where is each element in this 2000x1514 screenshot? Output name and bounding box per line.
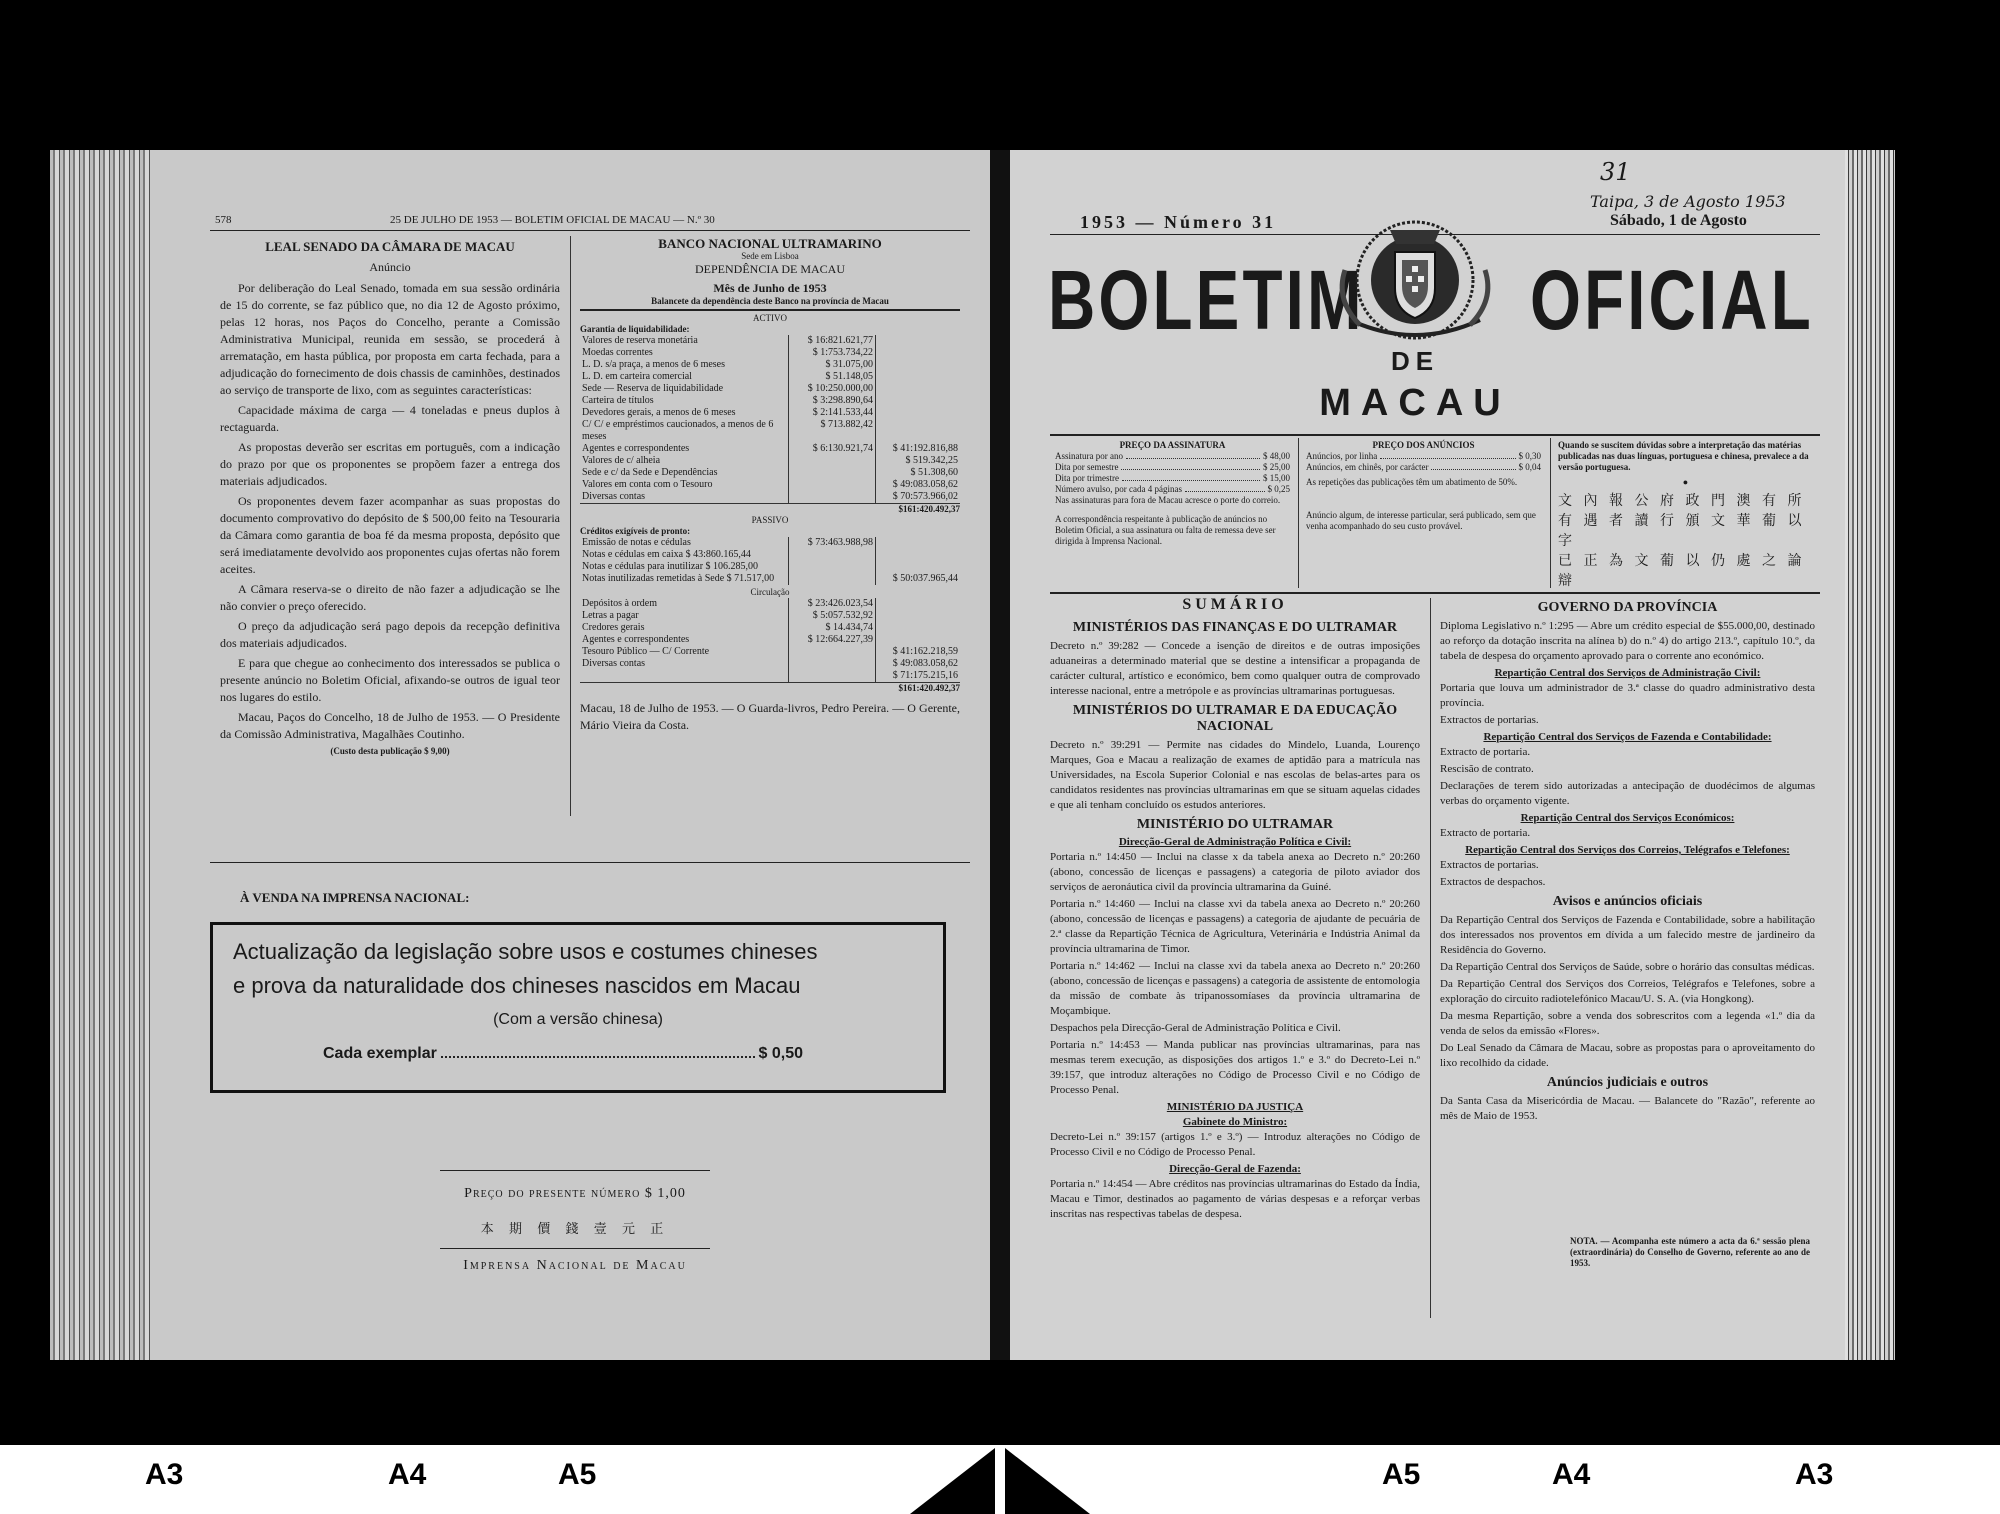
- ad-line-3: (Com a versão chinesa): [493, 1011, 663, 1028]
- table-cell: Moedas correntes: [582, 347, 653, 358]
- film-mark: A3: [1795, 1458, 1834, 1491]
- sumario-entry: Decreto-Lei n.º 39:157 (artigos 1.º e 3.º) — Introduz alterações no Código de Processo Civil e no Código de Processo Penal.: [1050, 1131, 1420, 1158]
- table-cell: $ 51.308,60: [876, 467, 961, 479]
- assinatura-note-2: A correspondência respeitante à publicação de anúncios no Boletim Oficial, a sua assinatura ou falta de remessa deve ser dirigida à Imprensa Nacional.: [1055, 514, 1276, 546]
- table-cell: Letras a pagar: [582, 610, 639, 621]
- table-cell: Credores gerais: [582, 622, 645, 633]
- table-row: [580, 573, 960, 585]
- sumario-heading: MINISTÉRIOS DAS FINANÇAS E DO ULTRAMAR: [1072, 620, 1398, 635]
- sumario-divider: [1430, 598, 1431, 1318]
- banco-dependencia: DEPENDÊNCIA DE MACAU: [695, 262, 845, 276]
- book-gutter: [990, 150, 1010, 1360]
- film-mark: A5: [558, 1458, 597, 1491]
- paragraph: Capacidade máxima de carga — 4 toneladas e pneus duplos à rectaguarda.: [220, 403, 560, 434]
- table-cell: [789, 467, 876, 479]
- footer-rule-mid: [440, 1248, 710, 1249]
- paragraph: As propostas deverão ser escritas em português, com a indicação do prazo por que os proponentes se propõem fazer a entrega dos materiais adjudicados.: [220, 440, 560, 488]
- table-cell: $ 12:664.227,39: [789, 634, 876, 646]
- masthead-macau: MACAU: [1319, 382, 1511, 424]
- assinatura-title: PREÇO DA ASSINATURA: [1119, 440, 1226, 450]
- table-cell: $ 51.148,05: [789, 371, 876, 383]
- price-leader: [1431, 462, 1515, 470]
- notice-chinese-1: 文 內 報 公 府 政 門 澳 有 所: [1558, 494, 1806, 509]
- sumario-entry: Extracto de portaria.: [1440, 746, 1531, 758]
- table-row: [580, 491, 960, 503]
- table-cell: [789, 658, 876, 670]
- table-cell: [876, 561, 961, 573]
- table-cell: [789, 670, 876, 682]
- notice-text: Quando se suscitem dúvidas sobre a interpretação das matérias publicadas nas duas línguas, portuguesa e chinesa, prevalece a da versão portuguesa.: [1558, 440, 1809, 472]
- table-row: [580, 467, 960, 479]
- sumario-heading: Repartição Central dos Serviços de Fazenda e Contabilidade:: [1483, 731, 1772, 743]
- table-cell: Notas e cédulas em caixa $ 43:860.165,44: [582, 549, 751, 560]
- price-leader: [1380, 451, 1515, 459]
- table-cell: [876, 634, 961, 646]
- sumario-heading: Avisos e anúncios oficiais: [1552, 894, 1703, 909]
- sumario-heading: Direcção-Geral de Fazenda:: [1169, 1163, 1301, 1175]
- price-leader: [1185, 484, 1265, 492]
- table-cell: Notas inutilizadas remetidas à Sede $ 71.517,00: [582, 573, 775, 584]
- table-row: [580, 407, 960, 419]
- film-mark: A4: [388, 1458, 427, 1491]
- sumario-heading: MINISTÉRIOS DO ULTRAMAR E DA EDUCAÇÃO NACIONAL: [1072, 703, 1398, 734]
- price-label: Número avulso, por cada 4 páginas: [1055, 484, 1182, 494]
- masthead-de: DE: [1390, 346, 1440, 376]
- leal-senado-title: LEAL SENADO DA CÂMARA DE MACAU: [265, 239, 515, 254]
- table-cell: [876, 622, 961, 634]
- table-row: [580, 359, 960, 371]
- table-cell: $ 23:426.023,54: [789, 598, 876, 610]
- center-arrow-icon: [910, 1448, 1090, 1514]
- activo-table: [580, 335, 960, 503]
- ad-price-label: Cada exemplar: [323, 1045, 437, 1062]
- table-row: [580, 622, 960, 634]
- price-row: [1055, 451, 1290, 462]
- book-edge-left: [50, 150, 150, 1360]
- table-cell: [789, 646, 876, 658]
- table-cell: [876, 359, 961, 371]
- table-cell: Valores de reserva monetária: [582, 335, 698, 346]
- table-cell: $ 41:192.816,88: [876, 443, 961, 455]
- table-cell: [580, 670, 789, 682]
- table-row: [580, 443, 960, 455]
- table-cell: $ 71:175.215,16: [876, 670, 961, 682]
- table-row: [580, 395, 960, 407]
- passivo-total: $161:420.492,37: [580, 682, 960, 694]
- table-row: [580, 371, 960, 383]
- sumario-entry: Da Repartição Central dos Serviços de Saúde, sobre o horário das consultas médicas.: [1440, 961, 1815, 973]
- table-cell: C/ C/ e empréstimos caucionados, a menos de 6 meses: [582, 419, 774, 442]
- banco-month: Mês de Junho de 1953: [713, 281, 827, 295]
- sumario-heading: GOVERNO DA PROVÍNCIA: [1537, 600, 1718, 615]
- table-cell: Carteira de títulos: [582, 395, 654, 406]
- ad-line-1: Actualização da legislação sobre usos e costumes chineses: [233, 939, 818, 964]
- table-cell: $ 3:298.890,64: [789, 395, 876, 407]
- table-cell: [789, 573, 876, 585]
- sumario-entry: Decreto n.º 39:291 — Permite nas cidades do Mindelo, Luanda, Lourenço Marques, Goa e Macau a realização de exames de aptidão para a matrícula nas Universidades, na Escola Superior Colonial e nas escolas de belas-artes para os candidatos residentes nas províncias ultramarinas em que se situam aquelas cidades e que ali tenham concluído os estudos anteriores.: [1050, 739, 1420, 811]
- table-cell: Tesouro Público — C/ Corrente: [582, 646, 710, 657]
- banco-balancete: Balancete da dependência deste Banco na província de Macau: [580, 296, 960, 311]
- sumario-heading: Direcção-Geral de Administração Política e Civil:: [1118, 836, 1352, 848]
- price-value: $ 25,00: [1263, 462, 1290, 472]
- leal-senado-subtitle: Anúncio: [369, 260, 411, 274]
- banco-column: [580, 236, 960, 734]
- sumario-heading: MINISTÉRIO DA JUSTIÇA: [1166, 1101, 1304, 1113]
- passivo-table: [580, 537, 960, 585]
- sumario-entry: Rescisão de contrato.: [1440, 763, 1534, 775]
- table-row: [580, 610, 960, 622]
- table-cell: $ 41:162.218,59: [876, 646, 961, 658]
- table-cell: [876, 335, 961, 347]
- table-cell: Valores de c/ alheia: [582, 455, 661, 466]
- sumario-entry: Da Repartição Central dos Serviços dos Correios, Telégrafos e Telefones, sobre a exploração do circuito radiotelefónico Macau/U. S. A. (via Hongkong).: [1440, 978, 1815, 1005]
- film-mark: A5: [1382, 1458, 1421, 1491]
- table-cell: Devedores gerais, a menos de 6 meses: [582, 407, 736, 418]
- table-cell: $ 31.075,00: [789, 359, 876, 371]
- table-cell: $ 519.342,25: [876, 455, 961, 467]
- price-label: Dita por semestre: [1055, 462, 1119, 472]
- sumario-heading: Repartição Central dos Serviços de Administração Civil:: [1494, 667, 1761, 679]
- table-cell: [789, 455, 876, 467]
- table-cell: [789, 479, 876, 491]
- paragraph: A Câmara reserva-se o direito de não fazer a adjudicação se lhe não convier o preço oferecido.: [220, 582, 560, 613]
- anuncios-title: PREÇO DOS ANÚNCIOS: [1372, 440, 1475, 450]
- sumario-entry: Extractos de portarias.: [1440, 859, 1539, 871]
- table-row: [580, 479, 960, 491]
- right-page: [1010, 150, 1845, 1360]
- notice-chinese-3: 已 正 為 文 葡 以 仍 處 之 論 辯: [1558, 554, 1806, 589]
- table-cell: Notas e cédulas para inutilizar $ 106.285,00: [582, 561, 759, 572]
- table-cell: [789, 549, 876, 561]
- sumario-entry: Extracto de portaria.: [1440, 827, 1531, 839]
- table-cell: $ 14.434,74: [789, 622, 876, 634]
- table-cell: Valores em conta com o Tesouro: [582, 479, 713, 490]
- price-label: Anúncios, em chinês, por carácter: [1306, 462, 1429, 472]
- prices-divider-1: [1298, 438, 1299, 588]
- sumario-heading: Repartição Central dos Serviços Económicos:: [1520, 812, 1735, 824]
- bullet-icon: ●: [1682, 477, 1689, 487]
- notice-box: [1558, 440, 1813, 592]
- table-cell: Diversas contas: [582, 491, 646, 502]
- sumario-heading: Gabinete do Ministro:: [1182, 1116, 1288, 1128]
- sumario-title: SUMÁRIO: [1182, 596, 1288, 613]
- anuncios-note-2: Anúncio algum, de interesse particular, será publicado, sem que venha acompanhado do seu custo provável.: [1306, 510, 1536, 531]
- table-cell: [876, 347, 961, 359]
- handwritten-date: Taipa, 3 de Agosto 1953: [1590, 192, 1786, 211]
- table-cell: [876, 407, 961, 419]
- table-row: [580, 549, 960, 561]
- creditos-label: Créditos exigíveis de pronto:: [580, 526, 691, 536]
- table-cell: Agentes e correspondentes: [582, 634, 690, 645]
- table-cell: [876, 371, 961, 383]
- price-label: Anúncios, por linha: [1306, 451, 1378, 461]
- table-row: [580, 419, 960, 443]
- table-cell: [876, 395, 961, 407]
- table-row: [580, 670, 960, 682]
- prices-rule-top: [1050, 434, 1820, 436]
- table-cell: Sede e c/ da Sede e Dependências: [582, 467, 718, 478]
- left-page: [150, 150, 990, 1360]
- film-mark: A3: [145, 1458, 184, 1491]
- sumario-right-column: [1440, 596, 1815, 1126]
- garantia-label: Garantia de liquidabilidade:: [580, 324, 690, 334]
- table-cell: Emissão de notas e cédulas: [582, 537, 691, 548]
- paragraph: Por deliberação do Leal Senado, tomada em sua sessão ordinária de 15 do corrente, se faz público que, no dia 12 de Agosto próximo, pelas 12 horas, nos Paços do Concelho, perante a Comissão Administrativa Municipal, reunida em sessão, se procederá à arrematação, em hasta pública, por proposta em carta fechada, para a adjudicação do fornecimento de dois chassis de caminhões, destinados ao serviço de transporte de lixo, com as seguintes características:: [220, 281, 560, 397]
- sumario-heading: Repartição Central dos Serviços dos Correios, Telégrafos e Telefones:: [1465, 844, 1790, 856]
- table-row: [580, 646, 960, 658]
- sumario-entry: Declarações de terem sido autorizadas a antecipação de duodécimos de algumas verbas do orçamento vigente.: [1440, 780, 1815, 807]
- price-leader: [441, 1045, 755, 1058]
- circulacao-table: [580, 598, 960, 682]
- price-leader: [1121, 462, 1260, 470]
- table-row: [580, 537, 960, 549]
- sumario-entry: Portaria n.º 14:462 — Inclui na classe xvi da tabela anexa ao Decreto n.º 20:260 (abono, concessão de licenças e passagens) a categoria de assistente de entomologia da missão de combate às tripanossomíases da província ultramarina de Moçambique.: [1050, 960, 1420, 1017]
- table-cell: [876, 419, 961, 443]
- sumario-entry: Diploma Legislativo n.º 1:295 — Abre um crédito especial de $55.000,00, destinado ao reforço da dotação inscrita na alínea b) do n.º 4) do artigo 213.º, capítulo 10.º, da tabela de despesa do orçamento aprovado para o corrente ano económico.: [1440, 620, 1815, 662]
- table-cell: L. D. em carteira comercial: [582, 371, 692, 382]
- price-value: $ 48,00: [1263, 451, 1290, 461]
- table-cell: $ 16:821.621,77: [789, 335, 876, 347]
- table-cell: $ 2:141.533,44: [789, 407, 876, 419]
- price-row: [1306, 451, 1541, 462]
- ad-price-row: [323, 1045, 803, 1063]
- table-row: [580, 658, 960, 670]
- price-label: Assinatura por ano: [1055, 451, 1123, 461]
- table-cell: $ 5:057.532,92: [789, 610, 876, 622]
- footer-imprensa: Imprensa Nacional de Macau: [463, 1258, 687, 1273]
- assinatura-note-1: Nas assinaturas para fora de Macau acresce o porte do correio.: [1055, 495, 1281, 505]
- sumario-nota: NOTA. — Acompanha este número a acta da 6.ª sessão plena (extraordinária) do Conselho de Governo, referente ao ano de 1953.: [1570, 1236, 1810, 1268]
- leal-senado-column: [220, 238, 560, 757]
- table-cell: $ 6:130.921,74: [789, 443, 876, 455]
- table-cell: [789, 561, 876, 573]
- table-row: [580, 335, 960, 347]
- sumario-entry: Da mesma Repartição, sobre a venda dos sobrescritos com a legenda «1.º dia da venda de selos da emissão «Flores».: [1440, 1010, 1815, 1037]
- price-row: [1306, 462, 1541, 473]
- table-cell: $ 73:463.988,98: [789, 537, 876, 549]
- sumario-entry: Despachos pela Direcção-Geral de Administração Política e Civil.: [1050, 1022, 1341, 1034]
- sumario-entry: Decreto n.º 39:282 — Concede a isenção de direitos e de outras imposições aduaneiras a determinado material que se destine a intensificar a propaganda de carácter cultural, artístico e económico, bem como qualquer outra de comprovado interesse nacional, entre a metrópole e as províncias ultramarinas portuguesas.: [1050, 640, 1420, 697]
- sumario-heading: Anúncios judiciais e outros: [1546, 1075, 1709, 1090]
- paragraph: O preço da adjudicação será pago depois da recepção definitiva dos materiais adjudicados.: [220, 619, 560, 650]
- ad-line-2: e prova da naturalidade dos chineses nascidos em Macau: [233, 973, 801, 998]
- table-cell: Agentes e correspondentes: [582, 443, 690, 454]
- table-cell: $ 1:753.734,22: [789, 347, 876, 359]
- table-row: [580, 561, 960, 573]
- table-cell: $ 50:037.965,44: [876, 573, 961, 585]
- issue-date: Sábado, 1 de Agosto: [1610, 212, 1747, 229]
- table-row: [580, 455, 960, 467]
- table-cell: $ 70:573.966,02: [876, 491, 961, 503]
- film-mark: A4: [1552, 1458, 1591, 1491]
- prices-divider-2: [1550, 438, 1551, 588]
- table-cell: Diversas contas: [582, 658, 646, 669]
- masthead-boletim: BOLETIM: [1048, 253, 1365, 347]
- table-cell: [876, 549, 961, 561]
- sumario-entry: Portaria n.º 14:453 — Manda publicar nas províncias ultramarinas, para nas mesmas terem execução, as disposições dos artigos 1.º e 3.º do Decreto-Lei n.º 39:157, que introduz alterações no Código de Processo Civil e no Código de Processo Penal.: [1050, 1039, 1420, 1096]
- handwritten-number: 31: [1600, 158, 1631, 186]
- price-row: [1055, 484, 1290, 495]
- issue-number: 1953 — Número 31: [1080, 212, 1277, 232]
- banco-title: BANCO NACIONAL ULTRAMARINO: [658, 236, 882, 251]
- footer-rule-top: [440, 1170, 710, 1171]
- activo-label: ACTIVO: [753, 313, 787, 323]
- price-value: $ 0,04: [1518, 462, 1541, 472]
- sumario-entry: Portaria que louva um administrador de 3.ª classe do quadro administrativo desta província.: [1440, 682, 1815, 709]
- price-leader: [1122, 473, 1260, 481]
- book-edge-right: [1840, 150, 1895, 1360]
- circulacao-label: Circulação: [750, 587, 790, 597]
- table-cell: [876, 610, 961, 622]
- paragraph: Macau, Paços do Concelho, 18 de Julho de 1953. — O Presidente da Comissão Administrativa, Magalhães Coutinho.: [220, 710, 560, 741]
- paragraph: Os proponentes devem fazer acompanhar as suas propostas do documento comprovativo do depósito de $ 500,00 feito na Tesouraria da Câmara como garantia de boa fé da mesma proposta, depósito que será imediatamente devolvido aos proponentes cujas ofertas não forem aceites.: [220, 494, 560, 576]
- table-row: [580, 347, 960, 359]
- table-row: [580, 634, 960, 646]
- table-cell: $ 10:250.000,00: [789, 383, 876, 395]
- sumario-entry: Portaria n.º 14:454 — Abre créditos nas províncias ultramarinas do Estado da Índia, Macau e Timor, destinados ao pagamento de várias despesas e a reforçar verbas inscritas nas respectivas tabelas de despesa.: [1050, 1178, 1420, 1220]
- table-cell: $ 49:083.058,62: [876, 658, 961, 670]
- masthead-oficial: OFICIAL: [1530, 253, 1814, 347]
- coat-of-arms-icon: [1330, 210, 1500, 350]
- anuncios-box: [1306, 440, 1541, 532]
- table-cell: [789, 491, 876, 503]
- running-header: 25 DE JULHO DE 1953 — BOLETIM OFICIAL DE MACAU — N.º 30: [390, 214, 715, 226]
- sumario-entry: Da Repartição Central dos Serviços de Fazenda e Contabilidade, sobre a habilitação dos interessados nos proventos em dívida a um falecido mestre de jardineiro da Residência do Governo.: [1440, 914, 1815, 956]
- table-cell: L. D. s/a praça, a menos de 6 meses: [582, 359, 726, 370]
- price-label: Dita por trimestre: [1055, 473, 1119, 483]
- column-divider: [570, 236, 571, 816]
- price-leader: [1126, 451, 1260, 459]
- table-row: [580, 383, 960, 395]
- price-row: [1055, 473, 1290, 484]
- price-value: $ 0,30: [1518, 451, 1541, 461]
- table-cell: $ 713.882,42: [789, 419, 876, 443]
- table-cell: Sede — Reserva de liquidabilidade: [582, 383, 724, 394]
- header-rule: [210, 230, 970, 231]
- prices-rule-bottom: [1050, 592, 1820, 594]
- sumario-entry: Extractos de despachos.: [1440, 876, 1546, 888]
- anuncios-note-1: As repetições das publicações têm um abatimento de 50%.: [1306, 477, 1518, 487]
- table-row: [580, 598, 960, 610]
- section-rule: [210, 862, 970, 863]
- table-cell: [876, 598, 961, 610]
- price-value: $ 0,25: [1267, 484, 1290, 494]
- cost-note: (Custo desta publicação $ 9,00): [330, 746, 450, 756]
- sumario-entry: Portaria n.º 14:450 — Inclui na classe x da tabela anexa ao Decreto n.º 20:260 (abono, concessão de licenças e passagens) a categoria de piloto aviador dos serviços de aeronáutica civil da província ultramarina da Guiné.: [1050, 851, 1420, 893]
- sumario-entry: Portaria n.º 14:460 — Inclui na classe xvi da tabela anexa ao Decreto n.º 20:260 (abono, concessão de licenças e passagens) a categoria de ajudante de pecuária de 2.ª classe da Repartição Técnica de Agricultura, Veterinária e Indústria Animal da província ultramarina de Timor.: [1050, 898, 1420, 955]
- notice-chinese-2: 有 遇 者 讀 行 頒 文 華 葡 以 字: [1558, 514, 1806, 549]
- ad-box: [210, 922, 946, 1093]
- sumario-entry: Do Leal Senado da Câmara de Macau, sobre as propostas para o aproveitamento do lixo recolhido da cidade.: [1440, 1042, 1815, 1069]
- paragraph: E para que chegue ao conhecimento dos interessados se publica o presente anúncio no Boletim Oficial, afixando-se outros de igual teor nos lugares do estilo.: [220, 656, 560, 704]
- sumario-entry: Extractos de portarias.: [1440, 714, 1539, 726]
- table-cell: [876, 537, 961, 549]
- table-cell: [876, 383, 961, 395]
- table-cell: Depósitos à ordem: [582, 598, 657, 609]
- footer-chinese: 本 期 價 錢 壹 元 正: [480, 1221, 670, 1236]
- activo-total: $161:420.492,37: [580, 503, 960, 515]
- sumario-left-column: [1050, 616, 1420, 1224]
- banco-sede: Sede em Lisboa: [741, 251, 799, 261]
- sumario-entry: Da Santa Casa da Misericórdia de Macau. — Balancete do "Razão", referente ao mês de Maio de 1953.: [1440, 1095, 1815, 1122]
- passivo-label: PASSIVO: [751, 515, 789, 525]
- assinatura-box: [1055, 440, 1290, 547]
- venda-heading: À VENDA NA IMPRENSA NACIONAL:: [240, 890, 470, 905]
- ad-price: $ 0,50: [758, 1045, 803, 1062]
- sumario-heading: MINISTÉRIO DO ULTRAMAR: [1136, 817, 1334, 832]
- footer-price: Preço do presente número $ 1,00: [464, 1186, 686, 1201]
- page-number: 578: [215, 214, 232, 226]
- table-cell: $ 49:083.058,62: [876, 479, 961, 491]
- price-value: $ 15,00: [1263, 473, 1290, 483]
- banco-signature: Macau, 18 de Julho de 1953. — O Guarda-livros, Pedro Pereira. — O Gerente, Mário Vieira da Costa.: [580, 701, 960, 732]
- price-row: [1055, 462, 1290, 473]
